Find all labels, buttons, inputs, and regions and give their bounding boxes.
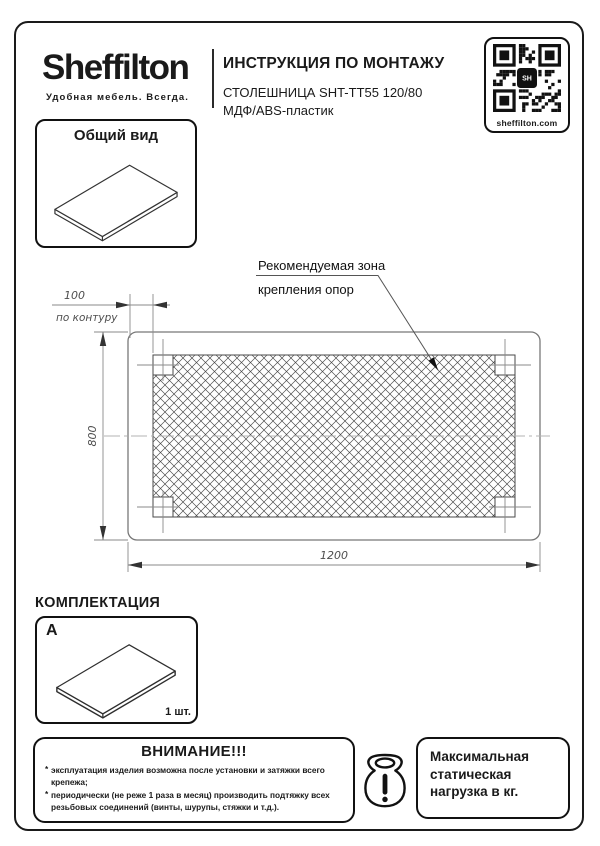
warning-item [45, 764, 343, 789]
overview-title: Общий вид [73, 127, 159, 144]
kit-item-label: A [46, 622, 58, 639]
product-name: СТОЛЕШНИЦА SHT-TT55 120/80 [223, 85, 423, 100]
qr-code-icon [493, 44, 561, 112]
dim-offset-value: 100 [64, 289, 85, 302]
product-material: МДФ/ABS-пластик [223, 103, 334, 119]
annotation-mounting-zone [256, 258, 438, 370]
warning-item-text: эксплуатация изделия возможна после установки и затяжки всего крепежа; [51, 765, 325, 788]
kit-section-title: КОМПЛЕКТАЦИЯ [35, 595, 161, 611]
warning-title: ВНИМАНИЕ!!! [141, 743, 247, 760]
max-load-text: Максимальная статическая нагрузка в кг. [430, 749, 530, 800]
qr-center-logo: SH [522, 75, 532, 83]
kit-item-quantity: 1 шт. [165, 706, 191, 718]
dim-width-value: 1200 [320, 549, 348, 562]
bullet-asterisk: * [45, 788, 49, 799]
product-subtitle [223, 84, 422, 120]
tabletop-isometric-icon [40, 150, 192, 245]
qr-caption: sheffilton.com [496, 118, 558, 128]
dimension-offset-100 [52, 289, 170, 353]
brand-logo: Sheffilton [42, 48, 189, 87]
annotation-line1: Рекомендуемая зона [258, 258, 386, 273]
annotation-line2: крепления опор [258, 282, 354, 297]
kit-item-panel [35, 616, 198, 724]
warning-items [45, 764, 343, 814]
page-title: ИНСТРУКЦИЯ ПО МОНТАЖУ [223, 55, 445, 72]
kettlebell-weight-icon [361, 747, 409, 815]
max-load-panel [416, 737, 570, 819]
dim-height-value: 800 [86, 425, 99, 447]
warning-panel [33, 737, 355, 823]
warning-item-text: периодически (не реже 1 раза в месяц) производить подтяжку всех резьбовых соединений (винты, шурупы, стяжки и т.д.). [51, 789, 330, 813]
dimension-width-1200 [128, 542, 540, 572]
header-divider [212, 49, 214, 108]
qr-code-block [484, 37, 570, 133]
bullet-asterisk: * [45, 764, 49, 774]
overview-panel [35, 119, 197, 248]
technical-drawing [30, 250, 575, 580]
warning-item [45, 789, 343, 814]
dim-offset-note: по контуру [56, 312, 118, 324]
brand-tagline: Удобная мебель. Всегда. [46, 92, 189, 103]
